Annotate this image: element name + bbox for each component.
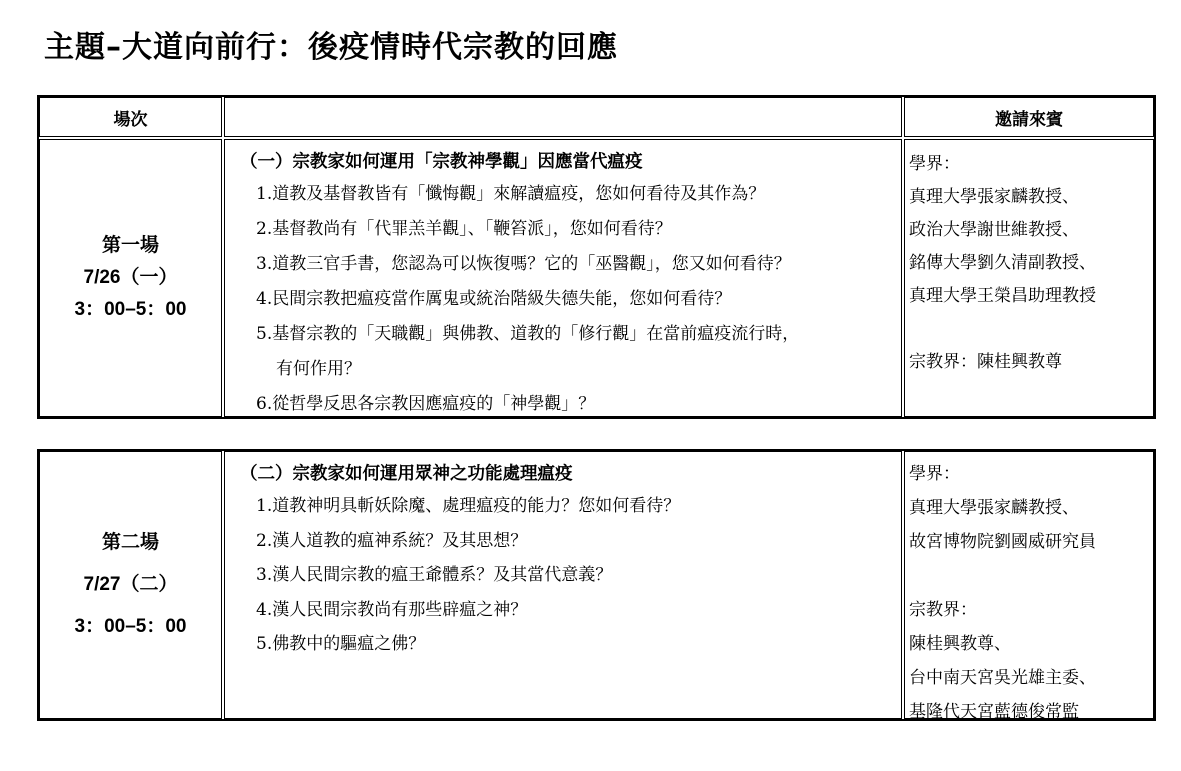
guest-name: 銘傳大學劉久清副教授、 [909, 253, 1096, 273]
session-1-questions [240, 177, 901, 422]
guest-name: 台中南天宮吳光雄主委、 [909, 668, 1096, 688]
session-1-cell [39, 139, 222, 417]
session-1-date: 7/26（一） [83, 267, 178, 288]
religious-label: 宗教界： [909, 600, 977, 620]
question-item: 5.基督宗教的「天職觀」與佛教、道教的「修行觀」在當前瘟疫流行時， [256, 324, 800, 344]
header-content [224, 97, 902, 137]
session-2-guests [904, 451, 1154, 722]
guest-name: 真理大學張家麟教授、 [909, 498, 1079, 518]
question-item: 3.漢人民間宗教的瘟王爺體系？及其當代意義？ [256, 565, 613, 585]
question-item: 2.漢人道教的瘟神系統？及其思想？ [256, 530, 528, 551]
question-item: 4.漢人民間宗教尚有那些辟瘟之神？ [256, 599, 528, 620]
header-guests: 邀請來賓 [904, 97, 1154, 137]
page-title: 主題–大道向前行：後疫情時代宗教的回應 [44, 30, 618, 65]
session-2-date: 7/27（二） [83, 574, 178, 595]
session-2-questions [240, 489, 901, 662]
academic-label: 學界： [909, 154, 960, 174]
guest-name: 真理大學王榮昌助理教授 [909, 286, 1096, 306]
session-1-topic: （一）宗教家如何運用「宗教神學觀」因應當代瘟疫 [240, 152, 643, 172]
session-1-guests [904, 139, 1154, 417]
religious-label: 宗教界：陳桂興教尊 [909, 352, 1062, 372]
session-2-topic: （二）宗教家如何運用眾神之功能處理瘟疫 [240, 464, 573, 484]
session-1-content [224, 139, 902, 417]
question-item: 3.道教三官手書，您認為可以恢復嗎？它的「巫醫觀」，您又如何看待？ [256, 254, 791, 274]
question-item: 4.民間宗教把瘟疫當作厲鬼或統治階級失德失能，您如何看待？ [256, 289, 732, 309]
guest-name: 陳桂興教尊、 [909, 634, 1011, 654]
question-item: 1.道教及基督教皆有「懺悔觀」來解讀瘟疫，您如何看待及其作為？ [256, 184, 766, 204]
question-item: 6.從哲學反思各宗教因應瘟疫的「神學觀」？ [256, 394, 596, 414]
schedule-table-2 [37, 449, 1156, 721]
session-2-cell [39, 451, 222, 719]
session-2-content [224, 451, 902, 719]
session-2-name: 第二場 [101, 532, 159, 553]
session-1-time: 3：00–5：00 [74, 299, 187, 320]
guest-name: 基隆代天宮藍德俊常監 [909, 702, 1079, 722]
question-item-continued: 有何作用？ [276, 359, 361, 379]
header-session: 場次 [39, 97, 222, 137]
question-item: 2.基督教尚有「代罪羔羊觀」、「鞭笞派」，您如何看待？ [256, 219, 672, 239]
guest-name: 故宮博物院劉國威研究員 [909, 532, 1096, 552]
question-item: 1.道教神明具斬妖除魔、處理瘟疫的能力？您如何看待？ [256, 496, 681, 516]
guest-name: 真理大學張家麟教授、 [909, 187, 1079, 207]
session-1-name: 第一場 [101, 235, 159, 256]
question-item: 5.佛教中的驅瘟之佛？ [256, 634, 426, 654]
session-2-time: 3：00–5：00 [74, 616, 187, 637]
schedule-table-1 [37, 95, 1156, 419]
guest-name: 政治大學謝世維教授、 [909, 220, 1079, 240]
academic-label: 學界： [909, 464, 960, 484]
